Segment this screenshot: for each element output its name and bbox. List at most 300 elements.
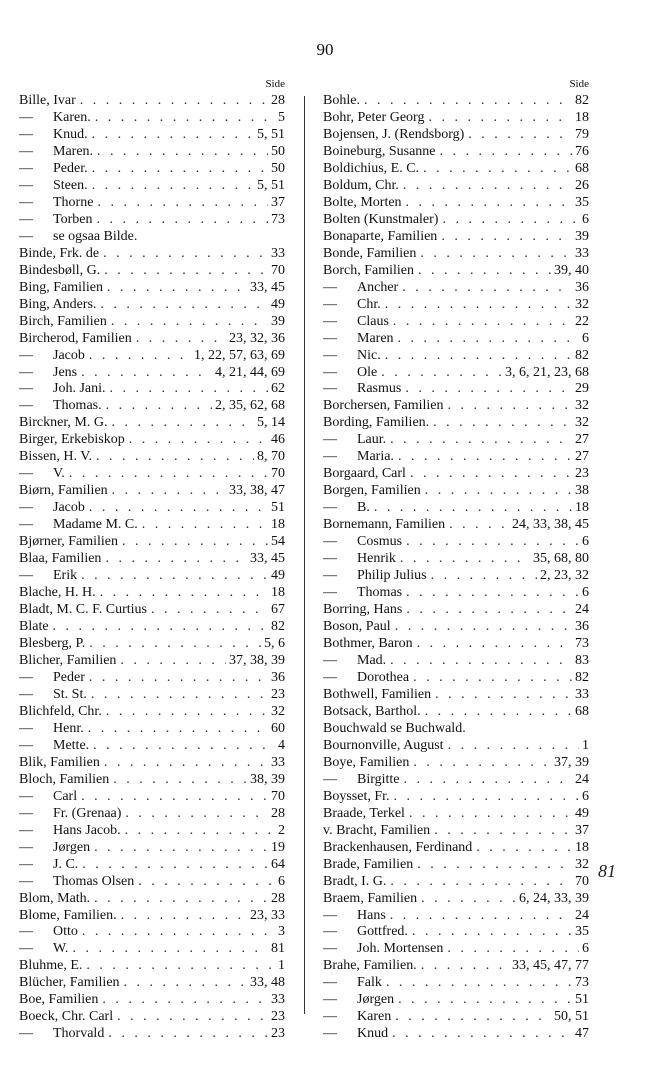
index-entry bbox=[323, 772, 589, 789]
entry-name: — Ancher bbox=[323, 280, 398, 297]
entry-pages: 4 bbox=[278, 737, 285, 753]
entry-name: Bolten (Kunstmaler) bbox=[323, 211, 439, 227]
entry-pages: 36 bbox=[575, 279, 589, 295]
entry-pages: 2 bbox=[278, 822, 285, 838]
dot-leader bbox=[360, 93, 572, 110]
dot-leader bbox=[464, 127, 572, 144]
dot-leader bbox=[116, 653, 226, 670]
entry-name: Boye, Familien bbox=[323, 754, 410, 770]
entry-name: — Carl bbox=[19, 789, 77, 806]
entry-pages: 19 bbox=[271, 839, 285, 855]
entry-name: — Mette. bbox=[19, 738, 89, 755]
entry-name: — Dorothea bbox=[323, 670, 409, 687]
index-entry bbox=[19, 992, 285, 1009]
entry-name: Boineburg, Susanne bbox=[323, 143, 436, 159]
entry-pages: 73 bbox=[575, 975, 589, 991]
entry-name: — Thorne bbox=[19, 195, 93, 212]
entry-pages: 37 bbox=[271, 194, 285, 210]
dot-leader bbox=[436, 144, 572, 161]
dot-leader bbox=[88, 127, 254, 144]
index-entry bbox=[323, 908, 589, 925]
dot-leader bbox=[421, 483, 572, 500]
entry-name: Birch, Familien bbox=[19, 313, 107, 329]
index-entry bbox=[323, 687, 589, 704]
entry-name: — Thomas Olsen bbox=[19, 874, 134, 891]
dot-leader bbox=[120, 975, 247, 992]
index-entry bbox=[323, 823, 589, 840]
dot-leader bbox=[370, 500, 572, 517]
dot-leader bbox=[85, 670, 268, 687]
dot-leader bbox=[377, 365, 502, 382]
entry-pages: 23 bbox=[271, 1009, 285, 1025]
index-entry bbox=[19, 280, 285, 297]
index-entry bbox=[19, 432, 285, 449]
dot-leader bbox=[100, 263, 268, 280]
entry-name: Blom, Math. bbox=[19, 890, 91, 906]
index-entry bbox=[323, 195, 589, 212]
index-entry bbox=[323, 840, 589, 857]
index-entry bbox=[323, 263, 589, 280]
dot-leader bbox=[121, 823, 275, 840]
entry-pages: 38, 39 bbox=[250, 771, 285, 787]
index-entry bbox=[19, 212, 285, 229]
entry-pages: 23 bbox=[271, 1026, 285, 1042]
dot-leader bbox=[88, 161, 268, 178]
entry-pages: 39 bbox=[271, 313, 285, 329]
entry-name: Brahe, Familien. bbox=[323, 958, 417, 974]
entry-pages: 5, 6 bbox=[264, 636, 285, 651]
index-entry bbox=[323, 992, 589, 1009]
dot-leader bbox=[427, 568, 537, 585]
entry-pages: 51 bbox=[575, 992, 589, 1008]
entry-name: — Peder. bbox=[19, 161, 88, 178]
index-entry bbox=[323, 1009, 589, 1026]
dot-leader bbox=[389, 314, 572, 331]
entry-name: — Jørgen bbox=[323, 992, 394, 1009]
dot-leader bbox=[421, 704, 572, 721]
entry-name: — Maren. bbox=[19, 144, 93, 161]
entry-name: Bjørner, Familien bbox=[19, 534, 118, 550]
dot-leader bbox=[424, 110, 572, 127]
index-entry bbox=[19, 721, 285, 738]
dot-leader bbox=[102, 704, 268, 721]
index-entry bbox=[19, 331, 285, 348]
index-entry bbox=[19, 144, 285, 161]
entry-pages: 62 bbox=[271, 381, 285, 397]
dot-leader bbox=[390, 789, 579, 806]
entry-pages: 3, 6, 21, 23, 68 bbox=[505, 364, 589, 380]
dot-leader bbox=[391, 1009, 551, 1026]
entry-name: Borgaard, Carl bbox=[323, 466, 406, 482]
entry-name: — Rasmus bbox=[323, 381, 401, 398]
entry-pages: 36 bbox=[575, 619, 589, 635]
dot-leader bbox=[398, 280, 572, 297]
index-entry bbox=[323, 517, 589, 534]
dot-leader bbox=[109, 772, 247, 789]
entry-name: — Steen. bbox=[19, 178, 88, 195]
index-entry bbox=[323, 466, 589, 483]
index-entry bbox=[323, 975, 589, 992]
handwritten-margin-note: 81 bbox=[598, 861, 616, 881]
entry-name: — Madame M. C. bbox=[19, 517, 138, 534]
dot-leader bbox=[401, 381, 572, 398]
entry-pages: 18 bbox=[271, 517, 285, 533]
dot-leader bbox=[382, 975, 572, 992]
dot-leader bbox=[88, 178, 254, 195]
entry-name: Bille, Ivar bbox=[19, 93, 76, 108]
index-entry bbox=[19, 840, 285, 857]
dot-leader bbox=[107, 314, 268, 331]
dot-leader bbox=[78, 857, 268, 874]
dot-leader bbox=[103, 280, 247, 297]
dot-leader bbox=[93, 144, 268, 161]
entry-pages: 5, 51 bbox=[257, 177, 285, 193]
dot-leader bbox=[431, 687, 572, 704]
entry-name: — Fr. (Grenaa) bbox=[19, 806, 121, 823]
entry-name: Braem, Familien bbox=[323, 890, 418, 906]
dot-leader bbox=[96, 297, 268, 314]
entry-pages: 6 bbox=[582, 211, 589, 227]
index-entry bbox=[19, 1026, 285, 1043]
index-entry bbox=[19, 517, 285, 534]
dot-leader bbox=[388, 1026, 572, 1043]
index-entry bbox=[19, 178, 285, 195]
index-entry bbox=[323, 161, 589, 178]
entry-name: — Henrik bbox=[323, 551, 396, 568]
index-entry bbox=[323, 585, 589, 602]
entry-pages: 33 bbox=[271, 754, 285, 770]
entry-name: Blaa, Familien bbox=[19, 551, 102, 567]
entry-name: — Ole bbox=[323, 365, 377, 382]
dot-leader bbox=[121, 806, 268, 823]
index-entry bbox=[19, 500, 285, 517]
dot-leader bbox=[65, 466, 268, 483]
dot-leader bbox=[49, 619, 268, 636]
entry-pages: 33 bbox=[575, 245, 589, 261]
index-entry bbox=[323, 246, 589, 263]
entry-pages: 83 bbox=[575, 652, 589, 668]
dot-leader bbox=[108, 483, 226, 500]
index-entry bbox=[323, 738, 589, 755]
entry-pages: 73 bbox=[271, 211, 285, 227]
dot-leader bbox=[118, 534, 268, 551]
entry-name: — J. C. bbox=[19, 857, 78, 874]
index-entry bbox=[323, 280, 589, 297]
dot-leader bbox=[417, 958, 509, 975]
entry-pages: 6 bbox=[278, 873, 285, 889]
dot-leader bbox=[85, 500, 268, 517]
index-entry bbox=[19, 924, 285, 941]
entry-pages: 50 bbox=[271, 160, 285, 176]
entry-pages: 49 bbox=[271, 296, 285, 312]
index-entry bbox=[323, 568, 589, 585]
index-entry bbox=[323, 127, 589, 144]
index-entry bbox=[19, 195, 285, 212]
index-entry bbox=[19, 670, 285, 687]
entry-name: Bissen, H. V. bbox=[19, 449, 93, 465]
index-entry bbox=[323, 755, 589, 772]
index-entry bbox=[19, 602, 285, 619]
entry-name: Blate bbox=[19, 619, 49, 635]
entry-pages: 1 bbox=[582, 737, 589, 753]
entry-name: Blücher, Familien bbox=[19, 975, 120, 991]
entry-pages: 64 bbox=[271, 856, 285, 872]
entry-name: Bradt, I. G. bbox=[323, 873, 387, 889]
entry-pages: 2, 23, 32 bbox=[540, 568, 589, 584]
index-entry bbox=[323, 653, 589, 670]
entry-pages: 24, 33, 38, 45 bbox=[512, 517, 589, 533]
index-entry bbox=[323, 110, 589, 127]
dot-leader bbox=[444, 398, 572, 415]
index-entry bbox=[323, 619, 589, 636]
index-entry bbox=[19, 93, 285, 110]
index-entry bbox=[323, 721, 589, 738]
index-entry bbox=[323, 857, 589, 874]
index-entry bbox=[19, 263, 285, 280]
entry-name: Bothwell, Familien bbox=[323, 686, 432, 702]
column-divider bbox=[304, 96, 305, 1014]
index-entry bbox=[323, 178, 589, 195]
entry-pages: 70 bbox=[575, 873, 589, 889]
entry-name: — Thomas bbox=[323, 585, 402, 602]
dot-leader bbox=[386, 653, 572, 670]
index-entry bbox=[323, 415, 589, 432]
entry-name: — Maren bbox=[323, 331, 394, 348]
entry-pages: 23 bbox=[575, 466, 589, 482]
entry-pages: 23 bbox=[271, 686, 285, 702]
entry-name: v. Bracht, Familien bbox=[323, 822, 431, 838]
index-entry bbox=[323, 789, 589, 806]
dot-leader bbox=[132, 331, 226, 348]
dot-leader bbox=[406, 466, 572, 483]
dot-leader bbox=[77, 568, 268, 585]
entry-pages: 70 bbox=[271, 788, 285, 804]
index-column-right bbox=[323, 76, 589, 1043]
entry-pages: 32 bbox=[575, 415, 589, 431]
entry-name: Bording, Familien. bbox=[323, 415, 430, 431]
index-entry bbox=[323, 602, 589, 619]
dot-leader bbox=[386, 908, 572, 925]
index-entry bbox=[19, 958, 285, 975]
dot-leader bbox=[87, 687, 268, 704]
dot-leader bbox=[77, 365, 212, 382]
dot-leader bbox=[408, 924, 572, 941]
entry-name: — Jørgen bbox=[19, 840, 90, 857]
entry-name: Bolte, Morten bbox=[323, 194, 402, 210]
entry-name: Blesberg, P. bbox=[19, 636, 86, 651]
index-entry bbox=[323, 381, 589, 398]
entry-pages: 47 bbox=[575, 1026, 589, 1042]
dot-leader bbox=[445, 517, 509, 534]
index-column-left bbox=[19, 76, 285, 1043]
index-entry bbox=[19, 687, 285, 704]
dot-leader bbox=[402, 585, 579, 602]
index-entries-right bbox=[323, 93, 589, 1043]
dot-leader bbox=[85, 636, 261, 653]
entry-name: Brade, Familien bbox=[323, 856, 414, 872]
dot-leader bbox=[394, 992, 572, 1009]
index-entry bbox=[19, 246, 285, 263]
dot-leader bbox=[99, 246, 268, 263]
index-entry bbox=[323, 348, 589, 365]
index-entries-left bbox=[19, 93, 285, 1043]
dot-leader bbox=[107, 415, 254, 432]
page-number: 90 bbox=[316, 40, 334, 59]
index-entry bbox=[19, 161, 285, 178]
entry-pages: 6 bbox=[582, 585, 589, 601]
index-entry bbox=[19, 466, 285, 483]
entry-pages: 70 bbox=[271, 466, 285, 482]
entry-pages: 76 bbox=[575, 143, 589, 159]
index-entry bbox=[19, 229, 285, 246]
entry-pages: 36 bbox=[271, 669, 285, 685]
dot-leader bbox=[413, 636, 572, 653]
entry-name: Bohr, Peter Georg bbox=[323, 109, 425, 125]
index-entry bbox=[19, 534, 285, 551]
dot-leader bbox=[138, 517, 268, 534]
index-entry bbox=[323, 958, 589, 975]
entry-pages: 67 bbox=[271, 602, 285, 618]
entry-name: — Chr. bbox=[323, 297, 381, 314]
dot-leader bbox=[402, 534, 579, 551]
dot-leader bbox=[414, 263, 551, 280]
entry-name: Bindesbøll, G. bbox=[19, 262, 101, 278]
entry-pages: 6 bbox=[582, 330, 589, 346]
entry-pages: 35, 68, 80 bbox=[533, 551, 589, 567]
entry-name: — Torben bbox=[19, 212, 92, 229]
index-entry bbox=[323, 483, 589, 500]
dot-leader bbox=[117, 908, 247, 925]
entry-pages: 50, 51 bbox=[554, 1009, 589, 1025]
dot-leader bbox=[394, 331, 579, 348]
entry-pages: 35 bbox=[575, 194, 589, 210]
index-entry bbox=[323, 924, 589, 941]
entry-name: — Laur. bbox=[323, 432, 386, 449]
entry-name: — Mad. bbox=[323, 653, 386, 670]
dot-leader bbox=[386, 432, 572, 449]
entry-pages: 39 bbox=[575, 228, 589, 244]
entry-pages: 1 bbox=[278, 958, 285, 974]
entry-name: — Jacob bbox=[19, 348, 85, 365]
index-entry bbox=[323, 144, 589, 161]
entry-name: Bournonville, August bbox=[323, 737, 444, 753]
entry-pages: 4, 21, 44, 69 bbox=[215, 364, 285, 380]
dot-leader bbox=[437, 229, 572, 246]
dot-leader bbox=[381, 297, 572, 314]
entry-name: — Philip Julius bbox=[323, 568, 427, 585]
index-entry bbox=[19, 619, 285, 636]
entry-pages: 28 bbox=[271, 890, 285, 906]
column-header-side: Side bbox=[265, 78, 285, 90]
index-entry bbox=[323, 941, 589, 958]
entry-name: Bloch, Familien bbox=[19, 771, 110, 787]
entry-pages: 1, 22, 57, 63, 69 bbox=[194, 347, 285, 363]
entry-name: — St. St. bbox=[19, 687, 87, 704]
dot-leader bbox=[429, 415, 572, 432]
index-entry bbox=[19, 127, 285, 144]
entry-pages: 28 bbox=[271, 93, 285, 108]
dot-leader bbox=[430, 823, 572, 840]
index-entry bbox=[323, 534, 589, 551]
entry-name: Bojensen, J. (Rendsborg) bbox=[323, 126, 465, 142]
index-entry bbox=[323, 212, 589, 229]
entry-pages: 60 bbox=[271, 720, 285, 736]
entry-name: Bouchwald se Buchwald. bbox=[323, 720, 466, 736]
dot-leader bbox=[125, 432, 268, 449]
entry-pages: 82 bbox=[575, 347, 589, 363]
entry-name: — se ogsaa Bilde. bbox=[19, 229, 137, 246]
entry-name: Boldichius, E. C. bbox=[323, 160, 420, 176]
dot-leader bbox=[396, 551, 530, 568]
entry-pages: 39, 40 bbox=[554, 262, 589, 278]
entry-pages: 29 bbox=[575, 381, 589, 397]
entry-name: — Jens bbox=[19, 365, 77, 382]
entry-pages: 33 bbox=[271, 992, 285, 1008]
entry-pages: 32 bbox=[575, 296, 589, 312]
dot-leader bbox=[82, 958, 275, 975]
entry-pages: 68 bbox=[575, 160, 589, 176]
dot-leader bbox=[92, 449, 254, 466]
entry-name: Bluhme, E. bbox=[19, 958, 83, 974]
dot-leader bbox=[399, 178, 572, 195]
dot-leader bbox=[402, 195, 572, 212]
dot-leader bbox=[472, 840, 572, 857]
entry-name: — W. bbox=[19, 941, 68, 958]
dot-leader bbox=[394, 449, 572, 466]
index-entry bbox=[19, 975, 285, 992]
entry-name: — Gottfred. bbox=[323, 924, 408, 941]
dot-leader bbox=[104, 1026, 268, 1043]
entry-pages: 18 bbox=[575, 500, 589, 516]
entry-pages: 5 bbox=[278, 109, 285, 125]
index-entry bbox=[323, 704, 589, 721]
entry-name: — Falk bbox=[323, 975, 382, 992]
index-entry bbox=[19, 483, 285, 500]
entry-pages: 38 bbox=[575, 483, 589, 499]
entry-name: — Henr. bbox=[19, 721, 84, 738]
index-entry bbox=[323, 551, 589, 568]
dot-leader bbox=[89, 738, 275, 755]
entry-name: Bing, Anders. bbox=[19, 296, 97, 312]
dot-leader bbox=[68, 941, 268, 958]
index-entry bbox=[19, 874, 285, 891]
entry-name: Boldum, Chr. bbox=[323, 177, 399, 193]
entry-pages: 6 bbox=[582, 534, 589, 550]
entry-pages: 23, 33 bbox=[250, 907, 285, 923]
entry-name: — V. bbox=[19, 466, 65, 483]
entry-pages: 33, 45 bbox=[250, 551, 285, 567]
dot-leader bbox=[102, 398, 212, 415]
entry-pages: 27 bbox=[575, 449, 589, 465]
dot-leader bbox=[416, 246, 572, 263]
entry-name: — Jacob bbox=[19, 500, 85, 517]
index-entry bbox=[323, 93, 589, 110]
index-entry bbox=[19, 381, 285, 398]
entry-name: — Erik bbox=[19, 568, 77, 585]
entry-name: Bonde, Familien bbox=[323, 245, 417, 261]
entry-pages: 37 bbox=[575, 822, 589, 838]
index-entry bbox=[323, 806, 589, 823]
entry-pages: 33, 48 bbox=[250, 975, 285, 991]
entry-pages: 33 bbox=[575, 686, 589, 702]
entry-name: — Thomas. bbox=[19, 398, 102, 415]
entry-pages: 37, 38, 39 bbox=[229, 652, 285, 668]
entry-pages: 32 bbox=[575, 856, 589, 872]
entry-pages: 24 bbox=[575, 771, 589, 787]
index-entry bbox=[19, 772, 285, 789]
index-entry bbox=[19, 653, 285, 670]
entry-name: — Karen bbox=[323, 1009, 391, 1026]
